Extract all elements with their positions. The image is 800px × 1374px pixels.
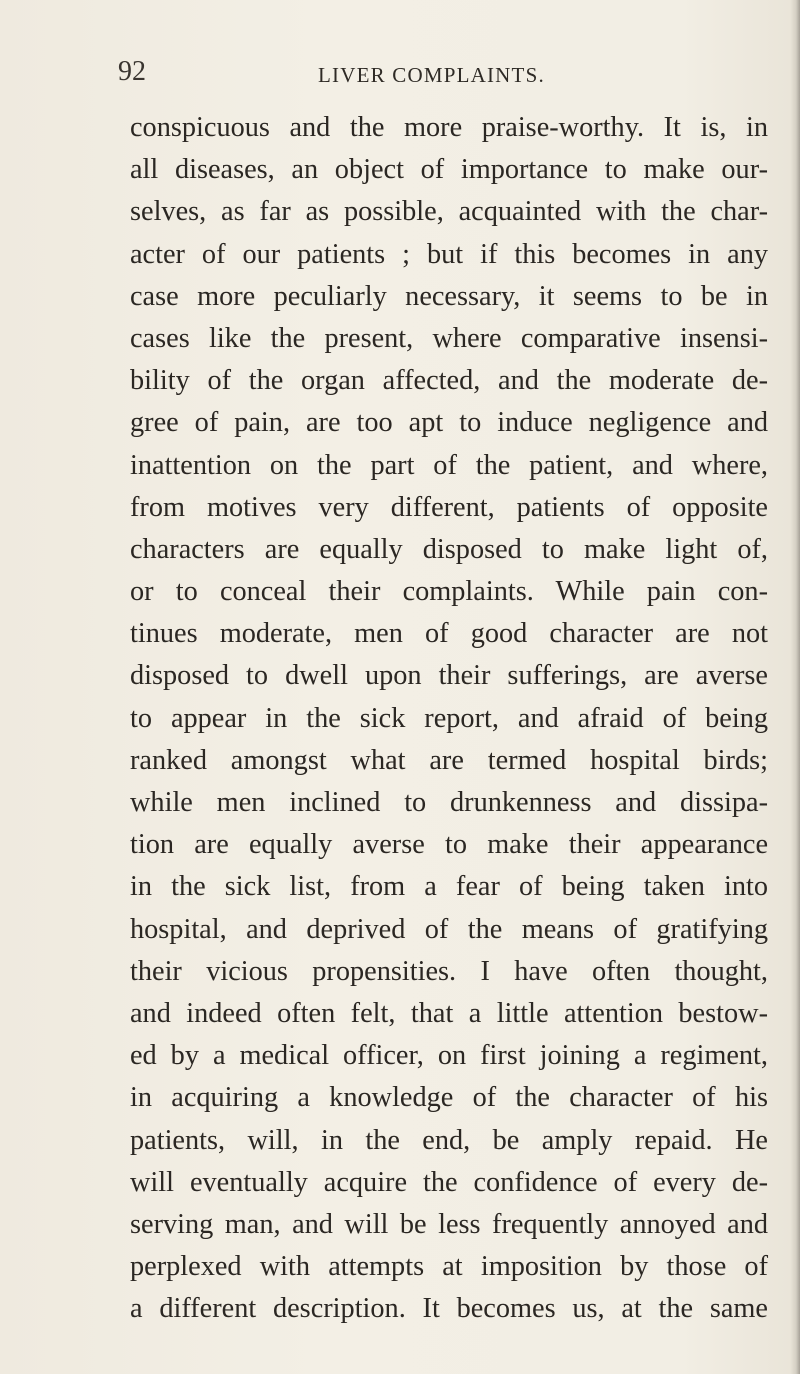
text-line: while men inclined to drunkenness and dissipa- [130, 787, 768, 818]
text-line: disposed to dwell upon their sufferings, are averse [130, 660, 768, 692]
text-line: conspicuous and the more praise-worthy. It is, in [130, 112, 768, 143]
text-line: or to conceal their complaints. While pain con- [130, 576, 768, 608]
text-line: their vicious propensities. I have often thought, [130, 955, 768, 987]
body-text [130, 107, 768, 1330]
text-line: cases like the present, where comparative insensi- [130, 322, 768, 354]
text-line: patients, will, in the end, be amply repaid. He [130, 1124, 768, 1156]
text-line: gree of pain, are too apt to induce negligence and [130, 407, 768, 439]
text-line: serving man, and will be less frequently annoyed and [130, 1208, 768, 1240]
text-line: tion are equally averse to make their appearance [130, 829, 768, 861]
page-number: 92 [118, 56, 146, 87]
text-line: all diseases, an object of importance to make our- [130, 154, 768, 186]
text-line: selves, as far as possible, acquainted with the char- [130, 196, 768, 228]
text-line: hospital, and deprived of the means of gratifying [130, 913, 768, 945]
text-line: a different description. It becomes us, at the same [130, 1293, 768, 1325]
text-line: perplexed with attempts at imposition by those of [130, 1251, 768, 1283]
running-head: LIVER COMPLAINTS. [318, 63, 545, 87]
text-line: ed by a medical officer, on first joining a regiment, [130, 1040, 768, 1072]
text-line: bility of the organ affected, and the moderate de- [130, 365, 768, 397]
text-line: acter of our patients ; but if this becomes in any [130, 238, 768, 270]
text-line: from motives very different, patients of opposite [130, 491, 768, 523]
text-line: case more peculiarly necessary, it seems to be in [130, 280, 768, 312]
text-line: to appear in the sick report, and afraid of being [130, 702, 768, 734]
text-line: and indeed often felt, that a little attention bestow- [130, 997, 768, 1029]
text-line: ranked amongst what are termed hospital birds; [130, 744, 768, 776]
text-line: characters are equally disposed to make light of, [130, 533, 768, 565]
text-line: tinues moderate, men of good character are not [130, 618, 768, 650]
text-line: in the sick list, from a fear of being taken into [130, 871, 768, 903]
page-header [0, 56, 800, 96]
text-line: will eventually acquire the confidence of every de- [130, 1166, 768, 1198]
text-line: inattention on the part of the patient, and where, [130, 449, 768, 481]
text-line: in acquiring a knowledge of the character of his [130, 1082, 768, 1114]
page-edge-shadow [790, 0, 800, 1374]
